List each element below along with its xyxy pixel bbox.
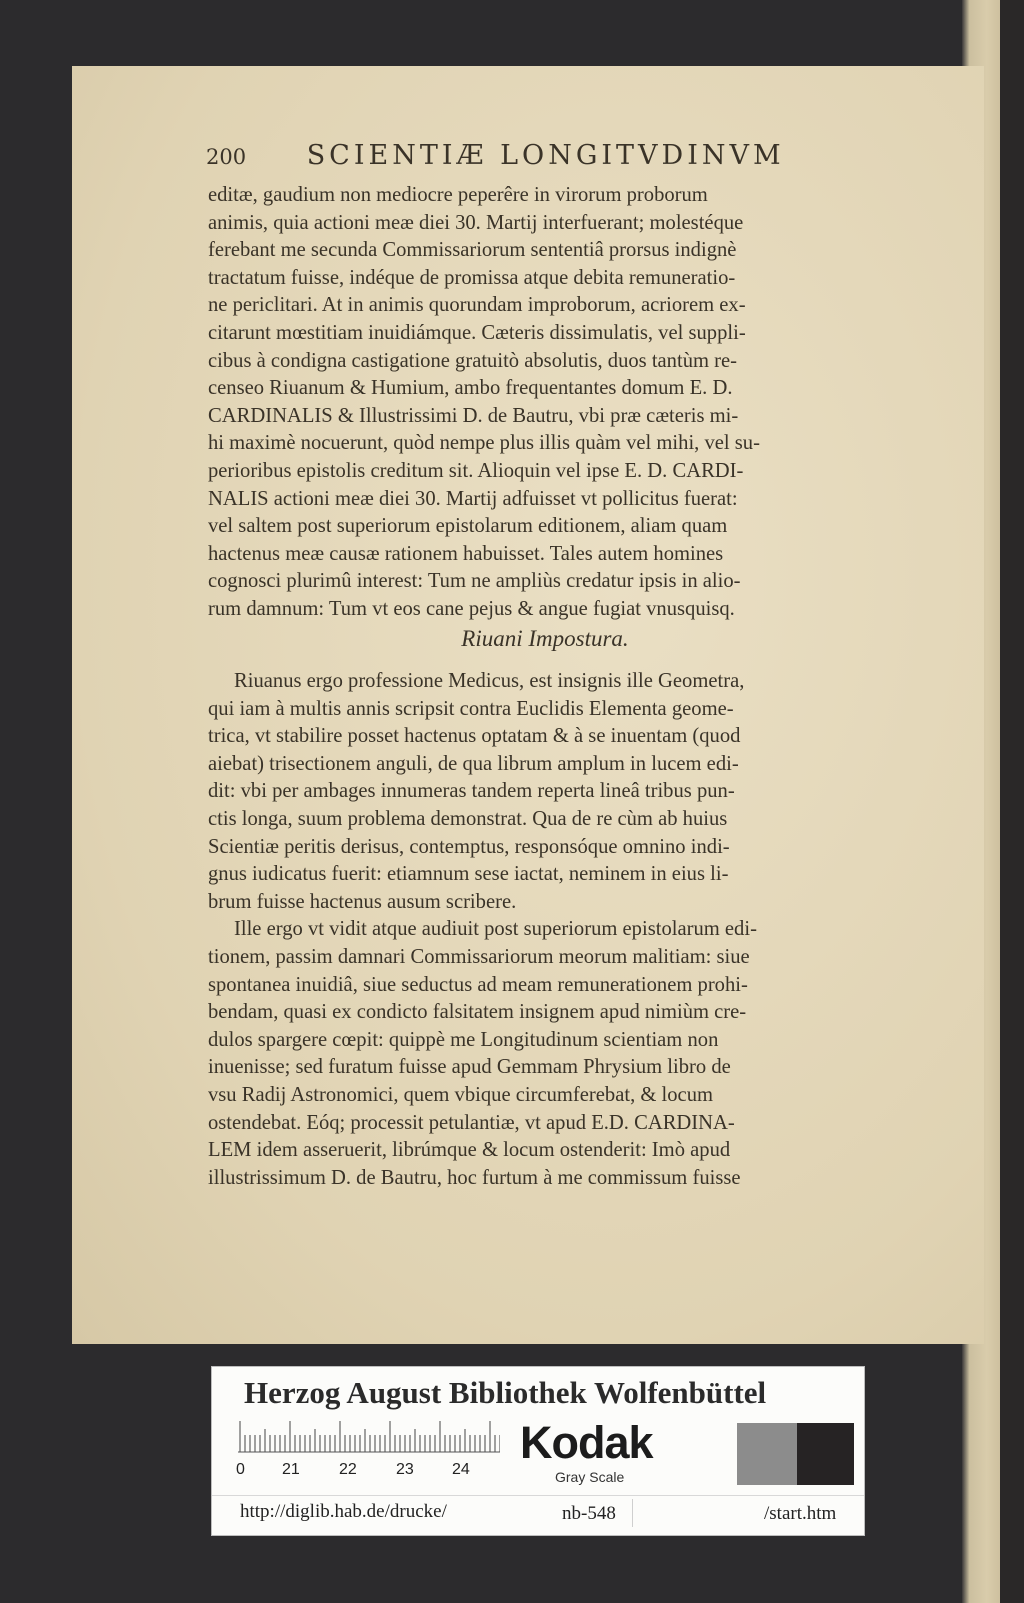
ruler-label: 24 xyxy=(452,1461,470,1478)
text-line: inuenisse; sed furatum fuisse apud Gemmam Phrysium libro de xyxy=(208,1056,731,1079)
text-line: tionem, passim damnari Commissariorum meorum malitiam: siue xyxy=(208,945,750,968)
text-line: cognosci plurimû interest: Tum ne ampliùs credatur ipsis in alio- xyxy=(208,570,741,593)
text-line: Ille ergo vt vidit atque audiuit post superiorum epistolarum edi- xyxy=(234,918,757,941)
kodak-logo: Kodak xyxy=(520,1417,653,1468)
text-line: perioribus epistolis creditum sit. Alioquin vel ipse E. D. CARDI- xyxy=(208,459,744,482)
text-line: hi maximè nocuerunt, quòd nempe plus illis quàm vel mihi, vel su- xyxy=(208,432,760,455)
text-line: dulos spargere cœpit: quippè me Longitudinum scientiam non xyxy=(208,1028,719,1051)
ruler-label: 0 xyxy=(236,1461,245,1478)
text-line: vsu Radij Astronomici, quem vbique circumferebat, & locum xyxy=(208,1083,714,1106)
text-line: animis, quia actioni meæ diei 30. Martij interfuerant; molestéque xyxy=(208,211,744,234)
library-color-card xyxy=(211,1366,865,1536)
text-line: qui iam à multis annis scripsit contra Euclidis Elementa geome- xyxy=(208,697,734,720)
text-line: NALIS actioni meæ diei 30. Martij adfuisset vt pollicitus fuerat: xyxy=(208,487,738,510)
ruler-label: 21 xyxy=(282,1461,300,1478)
text-line: trica, vt stabilire posset hactenus optatam & à se inuentam (quod xyxy=(208,725,741,748)
ruler-labels xyxy=(230,1461,510,1481)
text-line: citarunt mœstitiam inuidiámque. Cæteris dissimulatis, vel suppli- xyxy=(208,321,746,344)
text-line: editæ, gaudium non mediocre peperêre in virorum proborum xyxy=(208,184,708,206)
ruler-label: 23 xyxy=(396,1461,414,1478)
text-line: hactenus meæ causæ rationem habuisset. Tales autem homines xyxy=(208,542,724,565)
card-divider xyxy=(212,1495,864,1496)
text-line: censeo Riuanum & Humium, ambo frequentantes domum E. D. xyxy=(208,377,733,400)
text-line: gnus iudicatus fuerit: etiamnum sese iactat, neminem in eius li- xyxy=(208,863,729,886)
text-line: ne periclitari. At in animis quorundam improborum, acriorem ex- xyxy=(208,294,746,317)
gray-scale-label: Gray Scale xyxy=(555,1469,625,1485)
library-url: http://diglib.hab.de/drucke/ xyxy=(240,1501,447,1522)
page-number: 200 xyxy=(206,145,247,169)
book-page xyxy=(72,66,984,1344)
black-swatch xyxy=(797,1423,854,1485)
text-line: LEM idem asseruerit, librúmque & locum ostenderit: Imò apud xyxy=(208,1139,731,1162)
text-line: dit: vbi per ambages innumeras tandem reperta lineâ tribus pun- xyxy=(208,780,735,803)
text-line: ostendebat. Eóq; processit petulantiæ, vt apud E.D. CARDINA- xyxy=(208,1111,735,1134)
text-line: ctis longa, suum problema demonstrat. Qua de re cùm ab huius xyxy=(208,807,728,830)
text-line: bendam, quasi ex condicto falsitatem insignem apud nimiùm cre- xyxy=(208,1001,747,1024)
text-line: cibus à condigna castigatione gratuitò absolutis, duos tantùm re- xyxy=(208,349,738,372)
running-head: SCIENTIÆ LONGITVDINVM xyxy=(306,140,785,171)
card-separator xyxy=(632,1499,633,1527)
text-line: spontanea inuidiâ, siue seductus ad meam remunerationem prohi- xyxy=(208,973,748,996)
section-heading: Riuani Impostura. xyxy=(461,626,629,651)
paragraph-2-3 xyxy=(208,668,882,1192)
text-line: tractatum fuisse, indéque de promissa atque debita remuneratio- xyxy=(208,266,736,289)
text-line: illustrissimum D. de Bautru, hoc furtum à me commissum fuisse xyxy=(208,1166,741,1189)
library-name: Herzog August Bibliothek Wolfenbüttel xyxy=(244,1375,767,1410)
ruler-label: 22 xyxy=(339,1461,357,1478)
text-line: rum damnum: Tum vt eos cane pejus & angue fugiat vnusquisq. xyxy=(208,597,735,620)
gray-swatch xyxy=(737,1423,797,1485)
text-line: brum fuisse hactenus ausum scribere. xyxy=(208,890,517,913)
paragraph-1 xyxy=(208,182,882,624)
text-line: ferebant me secunda Commissariorum sententiâ prorsus indignè xyxy=(208,239,737,262)
page-header xyxy=(206,140,906,171)
document-id: nb-548 xyxy=(562,1503,616,1524)
text-line: vel saltem post superiorum epistolarum editionem, aliam quam xyxy=(208,515,728,538)
text-line: aiebat) trisectionem anguli, de qua librum amplum in lucem edi- xyxy=(208,752,739,775)
ruler-scale xyxy=(238,1419,500,1453)
text-line: CARDINALIS & Illustrissimi D. de Bautru, vbi præ cæteris mi- xyxy=(208,404,739,427)
start-link: /start.htm xyxy=(764,1503,837,1524)
text-line: Riuanus ergo professione Medicus, est insignis ille Geometra, xyxy=(234,670,745,692)
scan-border xyxy=(1000,0,1024,1603)
text-line: Scientiæ peritis derisus, contemptus, responsóque omnino indi- xyxy=(208,835,730,858)
